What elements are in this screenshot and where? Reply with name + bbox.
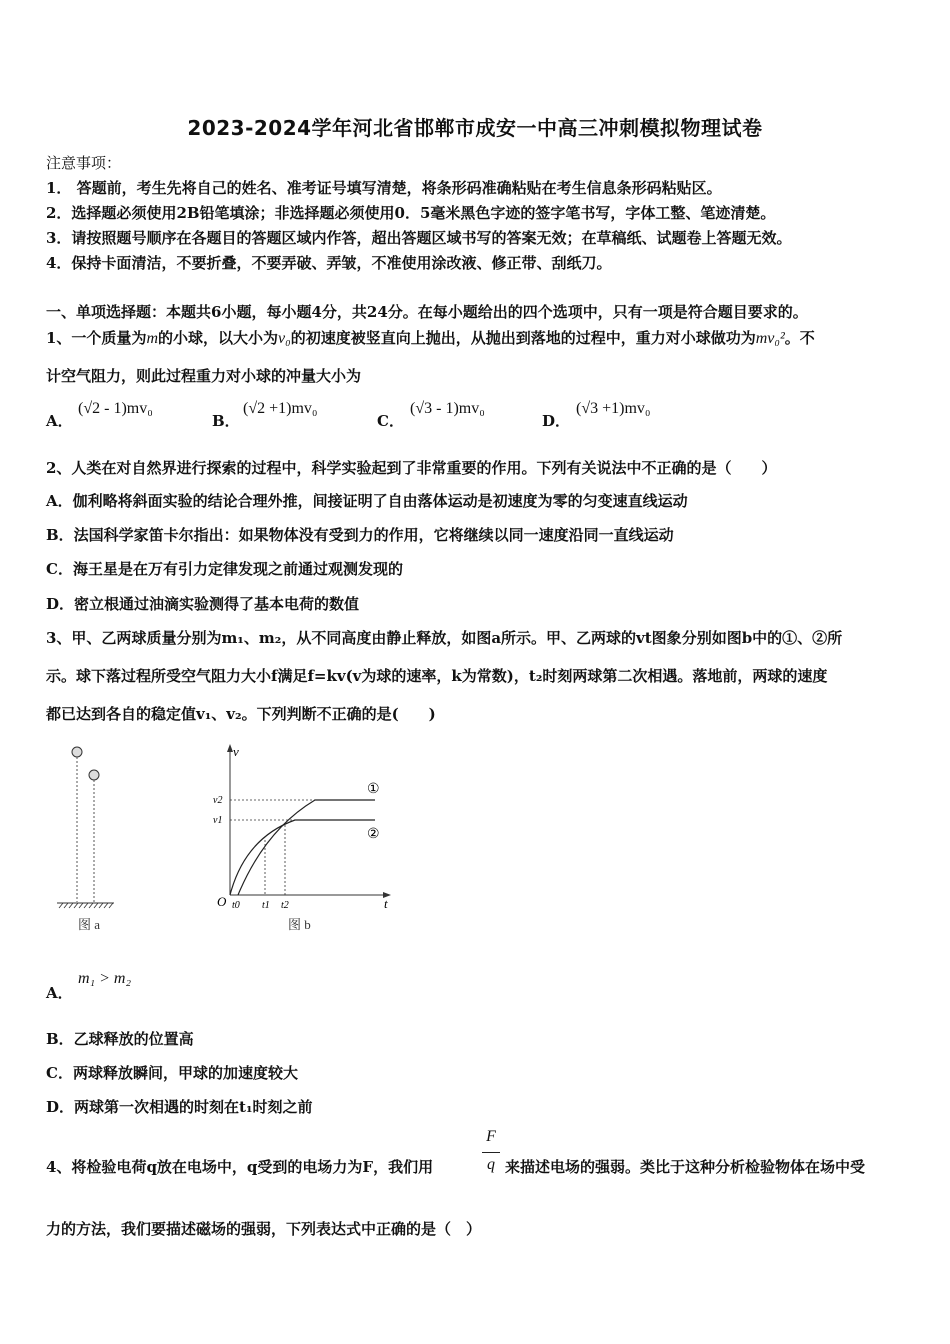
q4-stem-line1b: 来描述电场的强弱。类比于这种分析检验物体在场中受 [505, 1158, 866, 1176]
q3-optionA-letter: A． [46, 984, 73, 1002]
q4-fraction-num: F [486, 1128, 496, 1145]
q4-fraction-bar [482, 1152, 500, 1153]
figure-b-caption: 图 b [288, 917, 311, 932]
t0-label: t0 [232, 900, 240, 911]
curve-1 [238, 800, 375, 895]
q1-mass: m [146, 330, 159, 347]
v2-label: v2 [213, 795, 223, 806]
q1-stem-line2: 计空气阻力，则此过程重力对小球的冲量大小为 [46, 367, 362, 385]
q1-option-expr: (√2 - 1)mv₀ [78, 400, 153, 417]
q4-stem-line2: 力的方法，我们要描述磁场的强弱，下列表达式中正确的是（ ） [46, 1220, 482, 1238]
q3-option: B．乙球释放的位置高 [46, 1030, 194, 1048]
v1-label: v1 [213, 815, 223, 826]
q2-option: B．法国科学家笛卡尔指出：如果物体没有受到力的作用，它将继续以同一速度沿同一直线运动 [46, 526, 674, 544]
q2-option: D．密立根通过油滴实验测得了基本电荷的数值 [46, 595, 360, 613]
q1-option-expr: (√2 +1)mv₀ [243, 400, 318, 417]
q1-option-expr: (√3 - 1)mv₀ [410, 400, 485, 417]
q2-option: C．海王星是在万有引力定律发现之前通过观测发现的 [46, 560, 403, 578]
q1-work: mv₀² [755, 330, 785, 347]
q1-text: 1、一个质量为 [46, 329, 147, 347]
v-axis-label: v [233, 744, 239, 759]
curve-2 [230, 820, 375, 895]
q3-option: C．两球释放瞬间，甲球的加速度较大 [46, 1064, 298, 1082]
q1-option-expr: (√3 +1)mv₀ [576, 400, 651, 417]
q3-stem-line2: 示。球下落过程所受空气阻力大小f满足f=kv(v为球的速率，k为常数)，t₂时刻两球第二次相遇。落地前，两球的速度 [46, 667, 828, 685]
notice-item: 2．选择题必须使用2B铅笔填涂；非选择题必须使用0．5毫米黑色字迹的签字笔书写，字体工整、笔迹清楚。 [46, 204, 776, 222]
origin-label: O [217, 894, 227, 909]
q4-fraction-den: q [487, 1156, 495, 1173]
figure-a [54, 740, 134, 940]
notice-item: 3．请按照题号顺序在各题目的答题区域内作答，超出答题区域书写的答案无效；在草稿纸、试题卷上答题无效。 [46, 229, 792, 247]
t-axis-label: t [384, 896, 388, 911]
t1-label: t1 [262, 900, 270, 911]
q1-option-letter: A． [46, 412, 73, 430]
q3-optionA-expr: m₁ > m₂ [78, 970, 132, 987]
q4-stem-line1a: 4、将检验电荷q放在电场中，q受到的电场力为F，我们用 [46, 1158, 434, 1176]
q1-text: 的小球，以大小为 [158, 329, 279, 347]
q2-stem: 2、人类在对自然界进行探索的过程中，科学实验起到了非常重要的作用。下列有关说法中不正确的是（ ） [46, 459, 777, 477]
q1-option-letter: C． [377, 412, 404, 430]
figure-a-caption: 图 a [78, 917, 101, 932]
notice-heading: 注意事项： [46, 154, 122, 172]
q1-option-letter: D． [542, 412, 571, 430]
curve-1-label: ① [367, 782, 380, 797]
ball-jia [72, 747, 82, 757]
q1-option-letter: B． [212, 412, 240, 430]
q3-option: D．两球第一次相遇的时刻在t₁时刻之前 [46, 1098, 313, 1116]
page-title: 2023-2024学年河北省邯郸市成安一中高三冲刺模拟物理试卷 [187, 116, 763, 140]
notice-item: 4．保持卡面清洁，不要折叠，不要弄破、弄皱，不准使用涂改液、修正带、刮纸刀。 [46, 254, 612, 272]
notice-item: 1． 答题前，考生先将自己的姓名、准考证号填写清楚，将条形码准确粘贴在考生信息条形码粘贴区。 [46, 179, 722, 197]
ball-yi [89, 770, 99, 780]
figure-b [210, 740, 400, 940]
q1-stem-line1 [46, 327, 815, 348]
q3-stem-line1: 3、甲、乙两球质量分别为m₁、m₂，从不同高度由静止释放，如图a所示。甲、乙两球的vt图象分别如图b中的①、②所 [46, 629, 843, 647]
q1-v0: v₀ [278, 330, 291, 347]
t2-label: t2 [281, 900, 289, 911]
q2-option: A．伽利略将斜面实验的结论合理外推，间接证明了自由落体运动是初速度为零的匀变速直线运动 [46, 492, 688, 510]
q1-text: 。不 [784, 329, 815, 347]
q1-text: 的初速度被竖直向上抛出，从抛出到落地的过程中，重力对小球做功为 [290, 329, 756, 347]
curve-2-label: ② [367, 827, 380, 842]
section-heading: 一、单项选择题：本题共6小题，每小题4分，共24分。在每小题给出的四个选项中，只有一项是符合题目要求的。 [46, 303, 808, 321]
q3-stem-line3: 都已达到各自的稳定值v₁、v₂。下列判断不正确的是( ) [46, 705, 436, 723]
